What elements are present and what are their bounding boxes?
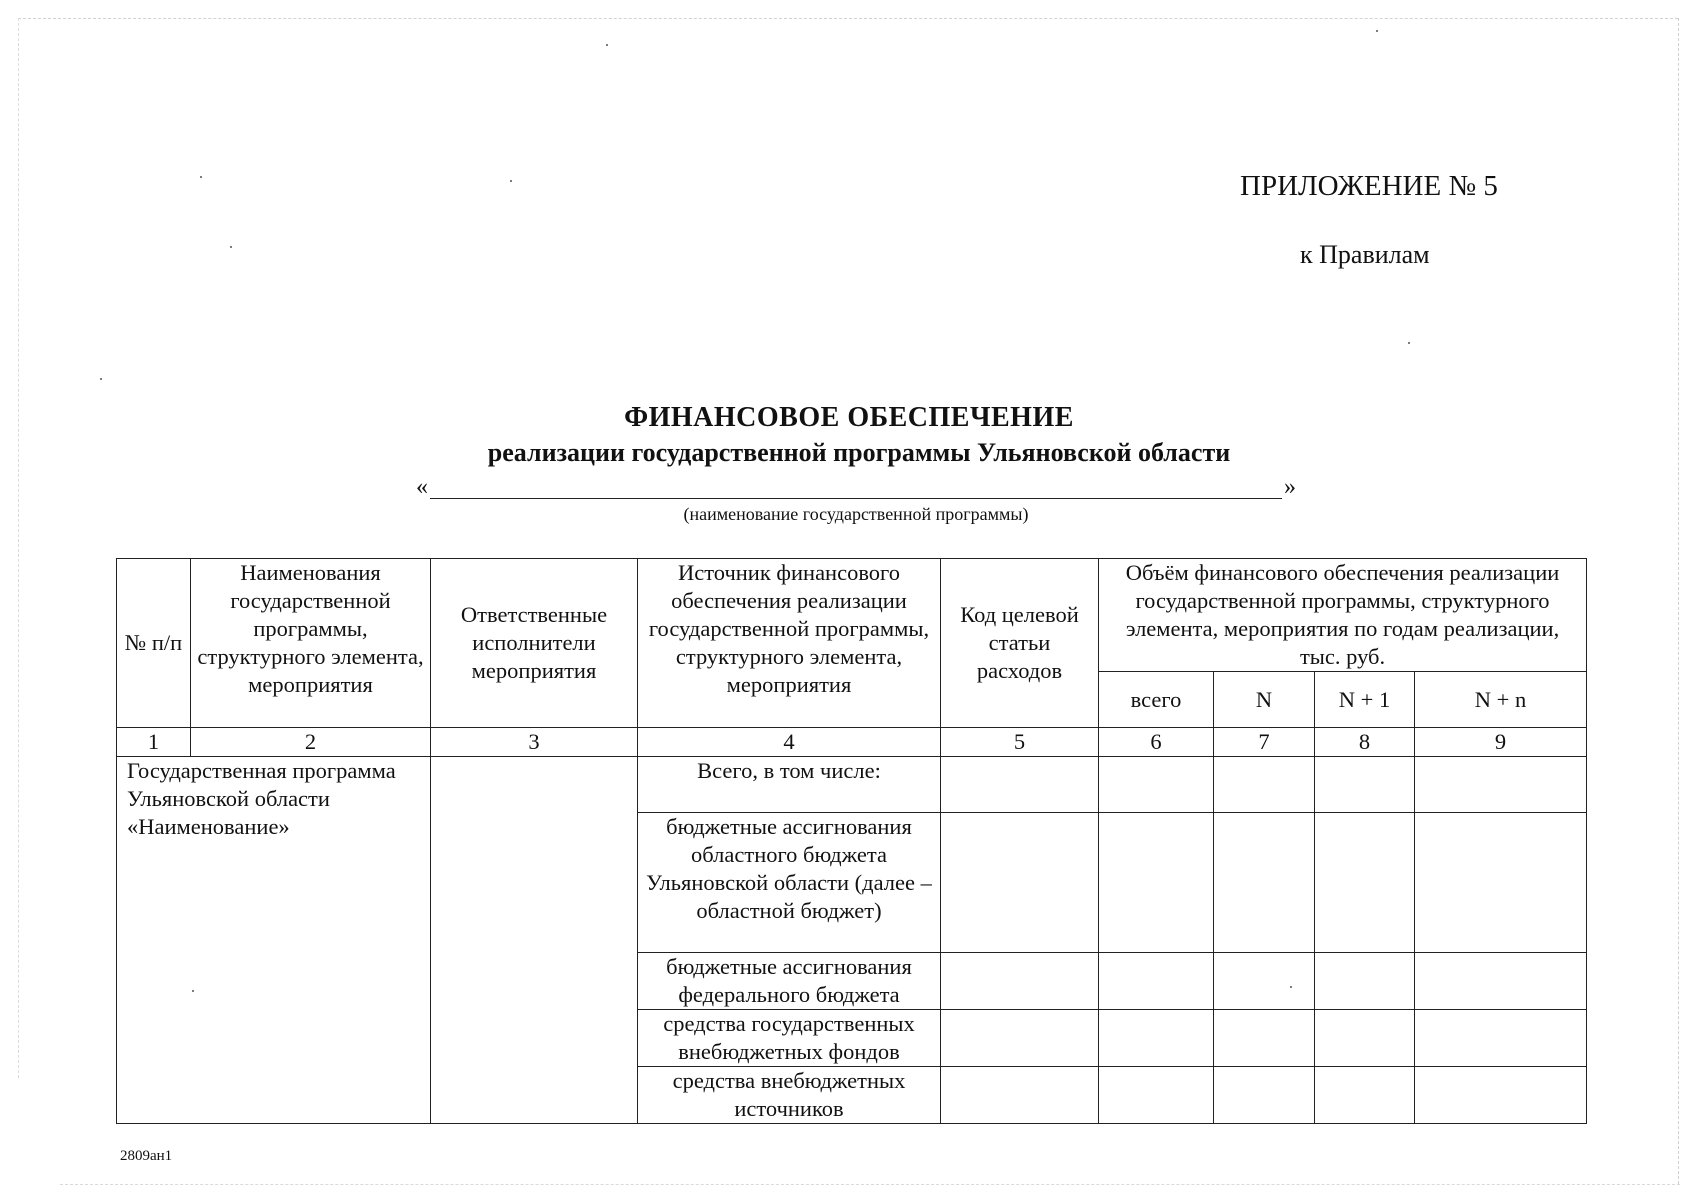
source-cell-total: Всего, в том числе: [638, 757, 941, 813]
column-number-cell: 6 [1099, 728, 1214, 757]
column-number-cell: 1 [117, 728, 191, 757]
empty-cell [1415, 813, 1587, 953]
program-name-underline [430, 498, 1282, 499]
column-number-cell: 4 [638, 728, 941, 757]
scan-edge-left [18, 18, 19, 1078]
header-row-top [117, 559, 1587, 672]
empty-cell [1099, 1010, 1214, 1067]
program-name-field [416, 474, 1296, 504]
header-cell-year-n1: N + 1 [1315, 672, 1415, 728]
header-cell-volume-group: Объём финансового обеспечения реализации государственной программы, структурного элемента, мероприятия по годам реализации, тыс. руб. [1099, 559, 1587, 672]
source-cell-federal-budget: бюджетные ассигнования федерального бюджета [638, 953, 941, 1010]
scan-speck [230, 246, 232, 248]
empty-cell [941, 757, 1099, 813]
header-cell-name: Наименования государственной программы, структурного элемента, мероприятия [191, 559, 431, 728]
empty-cell [1415, 757, 1587, 813]
scan-speck [100, 378, 102, 380]
scan-edge-right [1678, 18, 1679, 1184]
source-cell-extrabudgetary: средства внебюджетных источников [638, 1067, 941, 1124]
document-subtitle: реализации государственной программы Ульяновской области [487, 438, 1231, 467]
empty-cell [941, 953, 1099, 1010]
table-row [117, 757, 1587, 813]
executors-cell [431, 757, 638, 1124]
empty-cell [1315, 953, 1415, 1010]
empty-cell [1315, 813, 1415, 953]
empty-cell [941, 1067, 1099, 1124]
header-cell-code: Код целевой статьи расходов [941, 559, 1099, 728]
header-cell-total: всего [1099, 672, 1214, 728]
empty-cell [941, 1010, 1099, 1067]
scan-edge-bottom [60, 1184, 1680, 1185]
scan-speck [1408, 342, 1410, 344]
header-cell-number: № п/п [117, 559, 191, 728]
column-number-cell: 2 [191, 728, 431, 757]
empty-cell [1214, 1010, 1315, 1067]
program-name-caption: (наименование государственной программы) [683, 504, 1029, 524]
empty-cell [1214, 757, 1315, 813]
scan-speck [1376, 30, 1378, 32]
empty-cell [1315, 1010, 1415, 1067]
source-cell-state-funds: средства государственных внебюджетных фондов [638, 1010, 941, 1067]
empty-cell [1415, 1067, 1587, 1124]
column-number-cell: 5 [941, 728, 1099, 757]
column-number-cell: 8 [1315, 728, 1415, 757]
empty-cell [1214, 953, 1315, 1010]
empty-cell [1214, 813, 1315, 953]
quote-open: « [416, 474, 428, 500]
empty-cell [1099, 1067, 1214, 1124]
program-name-cell: Государственная программа Ульяновской области «Наименование» [117, 757, 431, 1124]
empty-cell [1099, 757, 1214, 813]
scan-speck [510, 180, 512, 182]
empty-cell [1315, 757, 1415, 813]
header-cell-year-n: N [1214, 672, 1315, 728]
finance-table [116, 558, 1587, 1124]
appendix-number: ПРИЛОЖЕНИЕ № 5 [1240, 170, 1498, 202]
scan-speck [606, 44, 608, 46]
source-cell-regional-budget: бюджетные ассигнования областного бюджета Ульяновской области (далее – областной бюджет) [638, 813, 941, 953]
empty-cell [1415, 1010, 1587, 1067]
column-number-row [117, 728, 1587, 757]
header-cell-executors: Ответственные исполнители мероприятия [431, 559, 638, 728]
header-cell-source: Источник финансового обеспечения реализации государственной программы, структурного элемента, мероприятия [638, 559, 941, 728]
appendix-target: к Правилам [1300, 240, 1430, 269]
empty-cell [1099, 953, 1214, 1010]
header-cell-year-nn: N + n [1415, 672, 1587, 728]
empty-cell [1099, 813, 1214, 953]
column-number-cell: 9 [1415, 728, 1587, 757]
quote-close: » [1284, 474, 1296, 500]
document-title: ФИНАНСОВОЕ ОБЕСПЕЧЕНИЕ [624, 402, 1074, 433]
empty-cell [1415, 953, 1587, 1010]
scan-edge-top [18, 18, 1678, 19]
empty-cell [941, 813, 1099, 953]
column-number-cell: 7 [1214, 728, 1315, 757]
empty-cell [1315, 1067, 1415, 1124]
document-code: 2809ан1 [120, 1148, 173, 1164]
empty-cell [1214, 1067, 1315, 1124]
column-number-cell: 3 [431, 728, 638, 757]
scan-speck [200, 176, 202, 178]
